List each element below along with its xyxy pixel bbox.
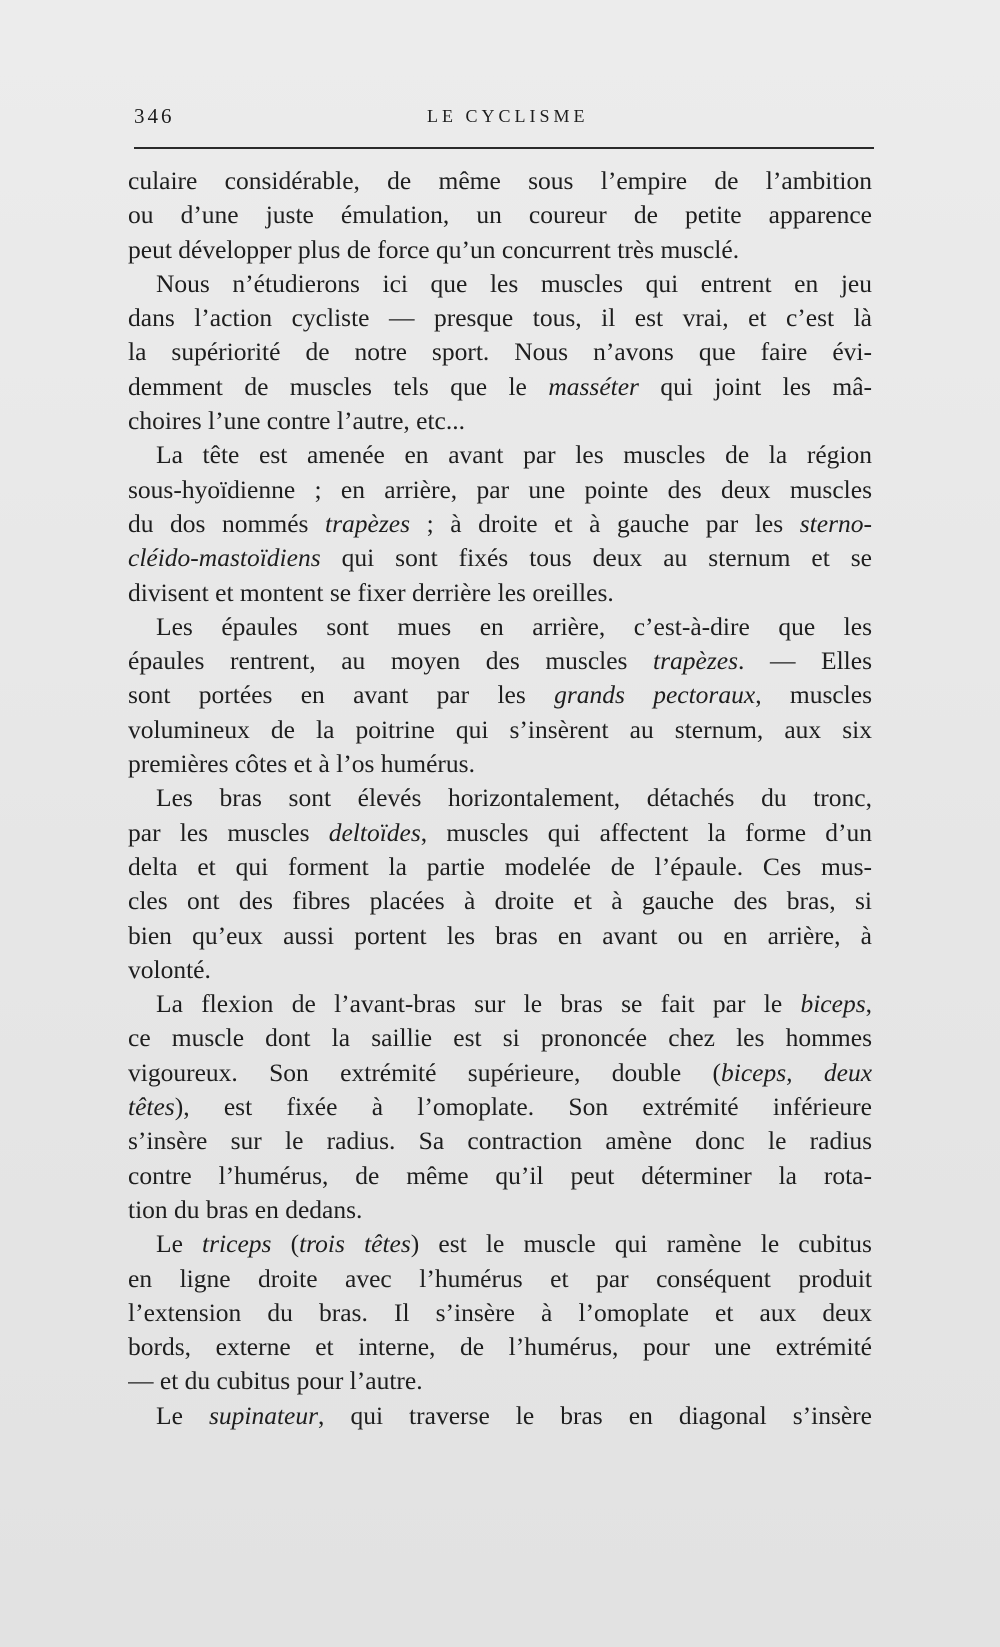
text-line [128, 370, 872, 404]
text-segment: sont portées en avant par les [128, 680, 555, 710]
text-line [128, 1021, 872, 1055]
text-line [128, 1090, 872, 1124]
text-segment: Nous n’étudierons ici que les muscles qui entrent en jeu [156, 268, 872, 298]
text-segment: par les muscles [128, 817, 329, 847]
text-segment: la supériorité de notre sport. Nous n’avons que faire évi- [128, 337, 872, 367]
text-segment: ; à droite et à gauche par les [410, 508, 800, 538]
text-segment: bords, externe et interne, de l’humérus, pour une extrémité [128, 1332, 872, 1362]
text-segment: peut développer plus de force qu’un concurrent très musclé. [128, 234, 740, 264]
text-line [128, 198, 872, 232]
italic-term: grands pectoraux [554, 680, 756, 710]
text-segment: ( [271, 1229, 300, 1259]
text-segment: l’extension du bras. Il s’insère à l’omoplate et aux deux [128, 1297, 872, 1327]
text-segment: culaire considérable, de même sous l’empire de l’ambition [128, 166, 872, 195]
text-segment: , qui traverse le bras en diagonal s’insère [318, 1400, 872, 1430]
italic-term: trapèzes [653, 646, 739, 676]
running-title: LE CYCLISME [427, 106, 589, 126]
text-line [128, 301, 872, 335]
text-segment: ) est le muscle qui ramène le cubitus [410, 1229, 872, 1259]
text-line [128, 1124, 872, 1158]
text-line [128, 1364, 872, 1398]
text-segment: Les bras sont élevés horizontalement, détachés du tronc, [156, 783, 872, 813]
text-line [128, 507, 872, 541]
text-segment: premières côtes et à l’os humérus. [128, 749, 475, 779]
header-rule [134, 147, 874, 149]
text-line [128, 164, 872, 198]
text-segment: Le [156, 1400, 209, 1430]
text-line [128, 473, 872, 507]
text-segment: qui joint les mâ- [638, 371, 872, 401]
italic-term: biceps [800, 989, 866, 1019]
text-line [128, 919, 872, 953]
italic-term: têtes [128, 1092, 175, 1122]
text-segment: delta et qui forment la partie modelée de l’épaule. Ces mus- [128, 851, 872, 881]
text-line [128, 747, 872, 781]
text-segment: , muscles qui affectent la forme d’un [420, 817, 872, 847]
text-segment: — et du cubitus pour l’autre. [128, 1366, 423, 1396]
text-segment: épaules rentrent, au moyen des muscles [128, 646, 654, 676]
text-line [128, 233, 872, 267]
text-segment: ), est fixée à l’omoplate. Son extrémité inférieure [174, 1092, 872, 1122]
text-segment: , [865, 989, 872, 1019]
text-segment: s’insère sur le radius. Sa contraction amène donc le radius [128, 1126, 872, 1156]
text-line [128, 884, 872, 918]
text-line [128, 1330, 872, 1364]
text-line [128, 1399, 872, 1433]
italic-term: sterno- [799, 508, 872, 538]
text-line [128, 1296, 872, 1330]
text-segment: Les épaules sont mues en arrière, c’est-à-dire que les [156, 611, 872, 641]
text-line [128, 576, 872, 610]
text-line [128, 953, 872, 987]
text-segment: ce muscle dont la saillie est si prononcée chez les hommes [128, 1023, 872, 1053]
text-line [128, 267, 872, 301]
italic-term: masséter [548, 371, 639, 401]
text-line [128, 850, 872, 884]
text-line [128, 1262, 872, 1296]
text-line [128, 610, 872, 644]
text-line [128, 1193, 872, 1227]
text-segment: qui sont fixés tous deux au sternum et se [320, 543, 872, 573]
text-segment: volumineux de la poitrine qui s’insèrent au sternum, aux six [128, 714, 872, 744]
text-line [128, 1227, 872, 1261]
text-segment: sous-hyoïdienne ; en arrière, par une pointe des deux muscles [128, 474, 872, 504]
text-segment: du dos nommés [128, 508, 326, 538]
text-segment: choires l’une contre l’autre, etc... [128, 406, 466, 436]
text-line [128, 713, 872, 747]
text-segment: volonté. [128, 954, 211, 984]
text-line [128, 335, 872, 369]
italic-term: triceps [202, 1229, 272, 1259]
text-segment: vigoureux. Son extrémité supérieure, double ( [128, 1057, 721, 1087]
body-text [128, 164, 872, 1433]
italic-term: biceps, deux [721, 1057, 872, 1087]
page-number: 346 [134, 104, 175, 128]
text-segment: . — Elles [738, 646, 872, 676]
text-line [128, 816, 872, 850]
italic-term: trois têtes [299, 1229, 411, 1259]
italic-term: supinateur [208, 1400, 319, 1430]
text-segment: divisent et montent se fixer derrière les oreilles. [128, 577, 614, 607]
text-segment: La flexion de l’avant-bras sur le bras se fait par le [156, 989, 801, 1019]
text-segment: Le [156, 1229, 203, 1259]
text-line [128, 644, 872, 678]
text-line [128, 438, 872, 472]
text-segment: ou d’une juste émulation, un coureur de petite apparence [128, 200, 872, 230]
text-line [128, 541, 872, 575]
italic-term: cléido-mastoïdiens [128, 543, 321, 573]
text-line [128, 678, 872, 712]
text-line [128, 404, 872, 438]
text-segment: dans l’action cycliste — presque tous, il est vrai, et c’est là [128, 303, 872, 333]
text-line [128, 1056, 872, 1090]
text-line [128, 781, 872, 815]
text-segment: bien qu’eux aussi portent les bras en avant ou en arrière, à [128, 920, 872, 950]
text-segment: tion du bras en dedans. [128, 1194, 363, 1224]
text-segment: demment de muscles tels que le [128, 371, 549, 401]
text-segment: , muscles [755, 680, 872, 710]
italic-term: trapèzes [325, 508, 411, 538]
page-header [134, 104, 874, 134]
text-segment: contre l’humérus, de même qu’il peut déterminer la rota- [128, 1160, 872, 1190]
text-line [128, 1159, 872, 1193]
text-segment: La tête est amenée en avant par les muscles de la région [156, 440, 872, 470]
text-segment: cles ont des fibres placées à droite et à gauche des bras, si [128, 886, 872, 916]
text-segment: en ligne droite avec l’humérus et par conséquent produit [128, 1263, 872, 1293]
italic-term: deltoïdes [328, 817, 421, 847]
text-line [128, 987, 872, 1021]
